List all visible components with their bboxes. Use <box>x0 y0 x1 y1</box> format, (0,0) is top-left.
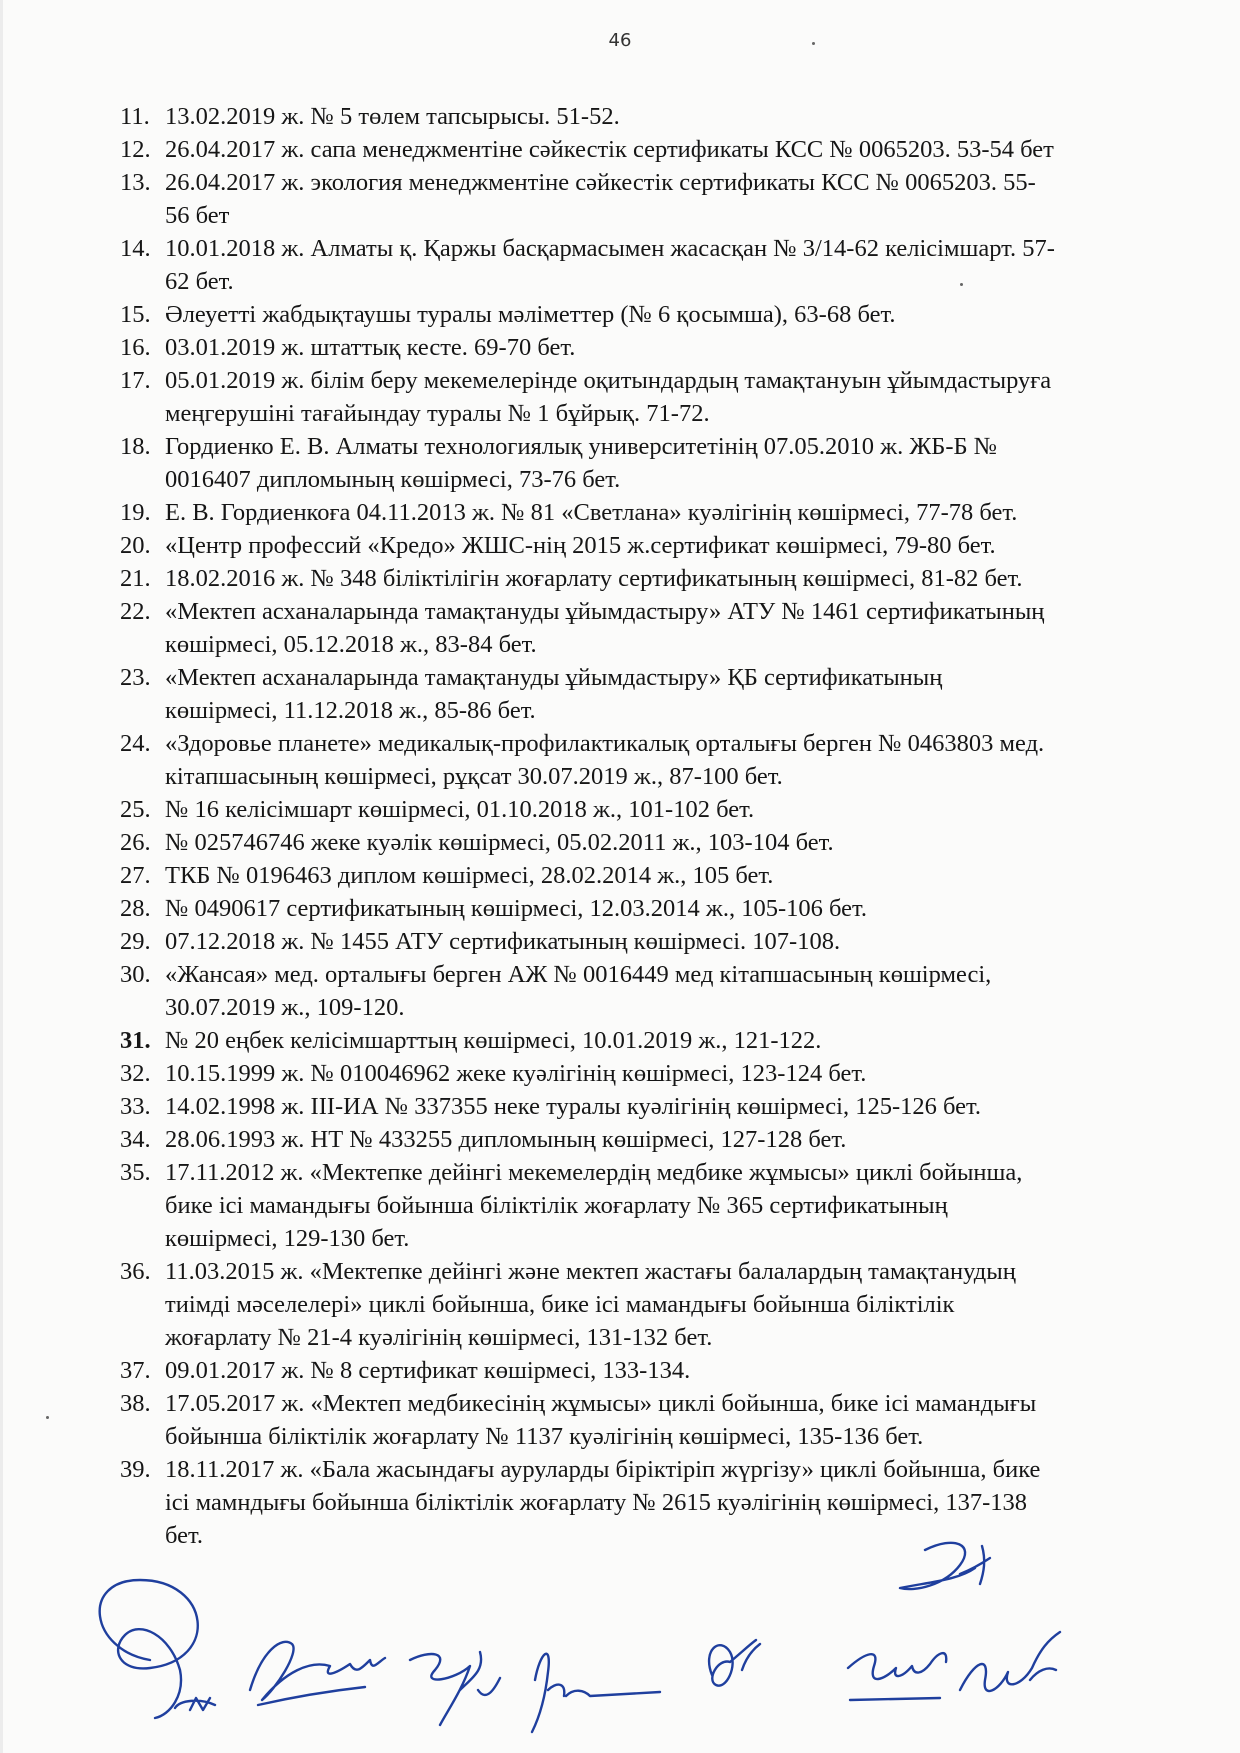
list-item <box>0 661 1215 727</box>
list-item-text <box>165 1387 1215 1453</box>
list-item-line: көшірмесі, 11.12.2018 ж., 85-86 бет. <box>165 697 536 724</box>
list-item <box>0 958 1215 1024</box>
list-item-number: 33. <box>120 1093 151 1120</box>
list-item-line: 10.15.1999 ж. № 010046962 жеке куәлігінің көшірмесі, 123-124 бет. <box>165 1060 867 1087</box>
list-item-number: 21. <box>120 565 151 592</box>
list-item-number: 26. <box>120 829 151 856</box>
list-item <box>0 562 1215 595</box>
list-item <box>0 793 1215 826</box>
list-item-line: жоғарлату № 21-4 куәлігінің көшірмесі, 131-132 бет. <box>165 1324 713 1351</box>
list-item-text <box>165 1057 1215 1090</box>
list-item-text <box>165 925 1215 958</box>
list-item-text <box>165 859 1215 892</box>
list-item-text <box>165 1453 1215 1552</box>
list-item <box>0 859 1215 892</box>
list-item-text <box>165 331 1215 364</box>
list-item-text <box>165 793 1215 826</box>
list-item-line: меңгерушіні тағайындау туралы № 1 бұйрық. 71-72. <box>165 400 710 427</box>
list-item-line: 18.02.2016 ж. № 348 біліктілігін жоғарлату сертификатының көшірмесі, 81-82 бет. <box>165 565 1023 592</box>
list-item-line: «Здоровье планете» медикалық-профилактикалық орталығы берген № 0463803 мед. <box>165 730 1045 757</box>
list-item-line: «Центр профессий «Кредо» ЖШС-нің 2015 ж.сертификат көшірмесі, 79-80 бет. <box>165 532 996 559</box>
list-item-number: 18. <box>120 433 151 460</box>
list-item-line: 14.02.1998 ж. ІІІ-ИА № 337355 неке туралы куәлігінің көшірмесі, 125-126 бет. <box>165 1093 982 1120</box>
list-item <box>0 133 1215 166</box>
list-item-line: Е. В. Гордиенкоға 04.11.2013 ж. № 81 «Светлана» куәлігінің көшірмесі, 77-78 бет. <box>165 499 1018 526</box>
list-item-text <box>165 826 1215 859</box>
list-item-text <box>165 661 1215 727</box>
list-item-text <box>165 1156 1215 1255</box>
list-item-line: 18.11.2017 ж. «Бала жасындағы ауруларды біріктіріп жүргізу» циклі бойынша, бике <box>165 1456 1041 1483</box>
list-item-number: 39. <box>120 1456 151 1483</box>
list-item <box>0 1156 1215 1255</box>
scan-speck <box>46 1416 49 1419</box>
list-item-line: «Жансая» мед. орталығы берген АЖ № 0016449 мед кітапшасының көшірмесі, <box>165 961 992 988</box>
list-item-text <box>165 958 1215 1024</box>
list-item <box>0 364 1215 430</box>
list-item-number: 11. <box>120 103 150 130</box>
list-item-line: 30.07.2019 ж., 109-120. <box>165 994 405 1021</box>
list-item-line: бет. <box>165 1522 204 1549</box>
list-item-text <box>165 298 1215 331</box>
list-item-line: көшірмесі, 129-130 бет. <box>165 1225 410 1252</box>
signature-4 <box>532 1654 660 1732</box>
list-item-line: 17.05.2017 ж. «Мектеп медбикесінің жұмысы» циклі бойынша, бике ісі мамандығы <box>165 1390 1037 1417</box>
page-number: 46 <box>608 30 632 51</box>
list-item-number: 34. <box>120 1126 151 1153</box>
list-item-number: 38. <box>120 1390 151 1417</box>
list-item-line: «Мектеп асханаларында тамақтануды ұйымдастыру» АТУ № 1461 сертификатының <box>165 598 1045 625</box>
list-item-number: 27. <box>120 862 151 889</box>
list-item-number: 22. <box>120 598 151 625</box>
list-item-number: 23. <box>120 664 151 691</box>
list-item <box>0 166 1215 232</box>
list-item <box>0 892 1215 925</box>
signature-1 <box>100 1580 215 1718</box>
list-item-number: 17. <box>120 367 151 394</box>
list-item <box>0 595 1215 661</box>
list-item-line: 17.11.2012 ж. «Мектепке дейінгі мекемелердің медбике жұмысы» циклі бойынша, <box>165 1159 1023 1186</box>
list-item-line: № 0490617 сертификатының көшірмесі, 12.03.2014 ж., 105-106 бет. <box>165 895 867 922</box>
list-item-text <box>165 100 1215 133</box>
list-item <box>0 331 1215 364</box>
list-item <box>0 1057 1215 1090</box>
list-item-line: № 025746746 жеке куәлік көшірмесі, 05.02.2011 ж., 103-104 бет. <box>165 829 834 856</box>
list-item-number: 37. <box>120 1357 151 1384</box>
list-item <box>0 529 1215 562</box>
signature-5 <box>709 1640 760 1686</box>
list-item-number: 12. <box>120 136 151 163</box>
list-item-number: 35. <box>120 1159 151 1186</box>
document-list <box>0 100 1240 1552</box>
list-item-text <box>165 1354 1215 1387</box>
list-item <box>0 727 1215 793</box>
list-item <box>0 1387 1215 1453</box>
list-item-text <box>165 364 1215 430</box>
list-item-number: 20. <box>120 532 151 559</box>
list-item-text <box>165 1090 1215 1123</box>
list-item-number: 32. <box>120 1060 151 1087</box>
scan-speck <box>960 283 963 286</box>
list-item <box>0 1123 1215 1156</box>
list-item-line: 26.04.2017 ж. сапа менеджментіне сәйкестік сертификаты КСС № 0065203. 53-54 бет <box>165 136 1054 163</box>
list-item <box>0 496 1215 529</box>
signature-6 <box>848 1653 946 1700</box>
list-item-line: 62 бет. <box>165 268 234 295</box>
list-item-line: тиімді мәселелері» циклі бойынша, бике ісі мамандығы бойынша біліктілік <box>165 1291 955 1318</box>
signature-2 <box>250 1642 385 1705</box>
list-item-text <box>165 1255 1215 1354</box>
list-item-line: 26.04.2017 ж. экология менеджментіне сәйкестік сертификаты КСС № 0065203. 55- <box>165 169 1036 196</box>
list-item-text <box>165 430 1215 496</box>
list-item-text <box>165 529 1215 562</box>
list-item-line: 56 бет <box>165 202 230 229</box>
list-item <box>0 100 1215 133</box>
list-item-number: 13. <box>120 169 151 196</box>
signatures <box>0 1540 1240 1753</box>
list-item <box>0 232 1215 298</box>
list-item-line: 03.01.2019 ж. штаттық кесте. 69-70 бет. <box>165 334 576 361</box>
scan-speck <box>812 42 815 45</box>
list-item-number: 25. <box>120 796 151 823</box>
list-item-text <box>165 892 1215 925</box>
list-item-text <box>165 232 1215 298</box>
list-item-number: 28. <box>120 895 151 922</box>
list-item-line: 09.01.2017 ж. № 8 сертификат көшірмесі, 133-134. <box>165 1357 691 1384</box>
list-item-number: 14. <box>120 235 151 262</box>
list-item-line: № 20 еңбек келісімшарттың көшірмесі, 10.01.2019 ж., 121-122. <box>165 1027 822 1054</box>
list-item-line: кітапшасының көшірмесі, рұқсат 30.07.2019 ж., 87-100 бет. <box>165 763 783 790</box>
list-item-line: 28.06.1993 ж. НТ № 433255 дипломының көшірмесі, 127-128 бет. <box>165 1126 847 1153</box>
list-item-number: 36. <box>120 1258 151 1285</box>
signature-7 <box>960 1632 1060 1691</box>
list-item-number: 16. <box>120 334 151 361</box>
list-item-line: 11.03.2015 ж. «Мектепке дейінгі және мектеп жастағы балалардың тамақтанудың <box>165 1258 1016 1285</box>
list-item-number: 31. <box>120 1027 151 1054</box>
list-item-line: бике ісі мамандығы бойынша біліктілік жоғарлату № 365 сертификатының <box>165 1192 948 1219</box>
list-item-text <box>165 1123 1215 1156</box>
list-item-line: Әлеуетті жабдықтаушы туралы мәліметтер (№ 6 қосымша), 63-68 бет. <box>165 301 896 328</box>
list-item-text <box>165 562 1215 595</box>
list-item-line: ісі мамндығы бойынша біліктілік жоғарлату № 2615 куәлігінің көшірмесі, 137-138 <box>165 1489 1027 1516</box>
list-item-number: 24. <box>120 730 151 757</box>
list-item-line: 13.02.2019 ж. № 5 төлем тапсырысы. 51-52. <box>165 103 620 130</box>
list-item-line: ТКБ № 0196463 диплом көшірмесі, 28.02.2014 ж., 105 бет. <box>165 862 774 889</box>
list-item <box>0 430 1215 496</box>
list-item <box>0 1354 1215 1387</box>
list-item <box>0 826 1215 859</box>
list-item <box>0 1453 1215 1552</box>
list-item <box>0 298 1215 331</box>
list-item-number: 19. <box>120 499 151 526</box>
signature-3 <box>410 1652 500 1725</box>
list-item-line: 0016407 дипломының көшірмесі, 73-76 бет. <box>165 466 621 493</box>
list-item-number: 30. <box>120 961 151 988</box>
list-item-number: 29. <box>120 928 151 955</box>
list-item <box>0 1024 1215 1057</box>
list-item-line: 10.01.2018 ж. Алматы қ. Қаржы басқармасымен жасасқан № 3/14-62 келісімшарт. 57- <box>165 235 1055 262</box>
list-item-text <box>165 1024 1215 1057</box>
list-item-text <box>165 727 1215 793</box>
list-item-line: «Мектеп асханаларында тамақтануды ұйымдастыру» ҚБ сертификатының <box>165 664 943 691</box>
list-item-line: № 16 келісімшарт көшірмесі, 01.10.2018 ж., 101-102 бет. <box>165 796 755 823</box>
list-item-text <box>165 496 1215 529</box>
list-item-line: 07.12.2018 ж. № 1455 АТУ сертификатының көшірмесі. 107-108. <box>165 928 841 955</box>
list-item-line: бойынша біліктілік жоғарлату № 1137 куәлігінің көшірмесі, 135-136 бет. <box>165 1423 924 1450</box>
list-item <box>0 925 1215 958</box>
list-item-line: көшірмесі, 05.12.2018 ж., 83-84 бет. <box>165 631 537 658</box>
list-item-line: Гордиенко Е. В. Алматы технологиялық университетінің 07.05.2010 ж. ЖБ-Б № <box>165 433 998 460</box>
list-item-text <box>165 133 1215 166</box>
list-item-text <box>165 595 1215 661</box>
list-item <box>0 1255 1215 1354</box>
list-item-line: 05.01.2019 ж. білім беру мекемелерінде оқитындардың тамақтануын ұйымдастыруға <box>165 367 1052 394</box>
list-item <box>0 1090 1215 1123</box>
list-item-text <box>165 166 1215 232</box>
list-item-number: 15. <box>120 301 151 328</box>
